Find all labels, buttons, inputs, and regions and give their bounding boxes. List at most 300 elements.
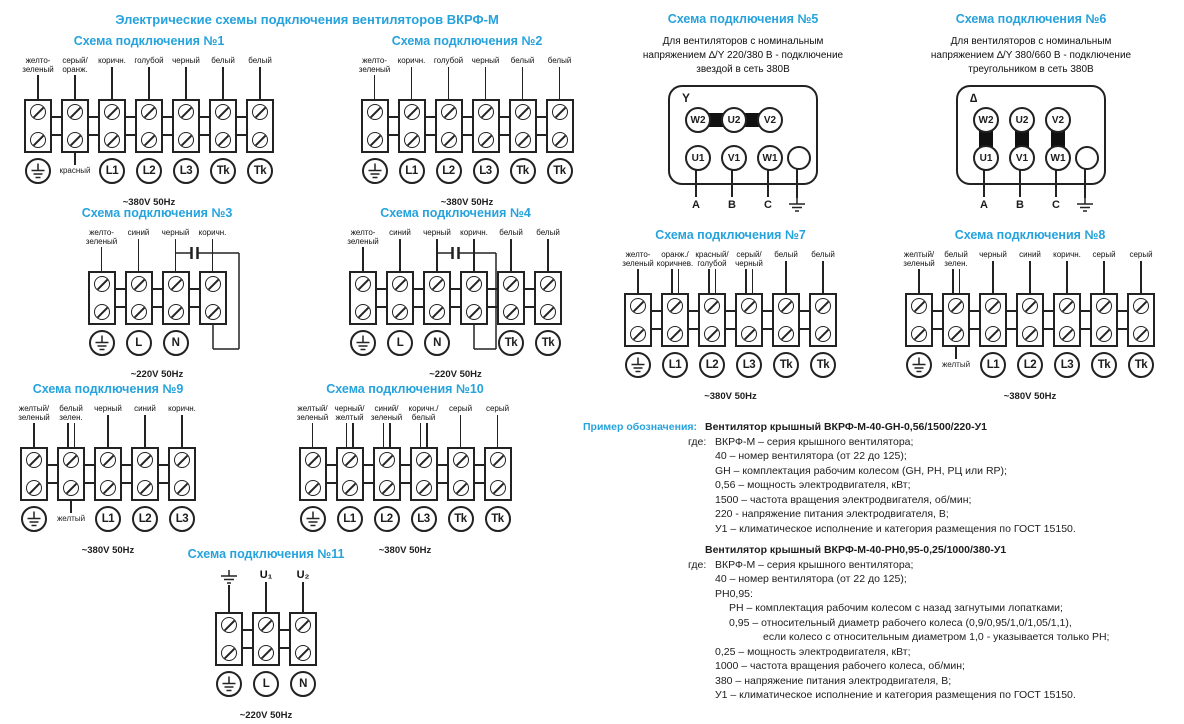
screw-icon [466, 304, 482, 320]
terminal-block [386, 271, 414, 325]
screw-icon [205, 276, 221, 292]
terminal-block [252, 612, 280, 666]
wire-line [312, 423, 314, 447]
terminal-strip [85, 228, 227, 367]
motor-terminal: W1 [1045, 145, 1071, 171]
terminal-block [1053, 293, 1081, 347]
wire-line [175, 239, 177, 272]
wire-label: голубой [433, 56, 464, 65]
terminal-strip [624, 251, 837, 389]
terminal-strip-diagram [215, 570, 317, 708]
wire-label: синий [127, 228, 150, 237]
screw-icon [137, 480, 153, 496]
wire-label: черный [423, 228, 451, 237]
terminal [435, 57, 463, 195]
screw-icon [258, 645, 274, 661]
wire-line [362, 247, 364, 271]
motor-terminal: U1 [973, 145, 999, 171]
terminal-strip-diagram [624, 251, 837, 389]
screw-icon [104, 132, 120, 148]
wire-line [212, 239, 214, 272]
wire-line [822, 261, 824, 294]
wire-label: серый [448, 404, 473, 413]
example-line: 1000 – частота вращения рабочего колеса, об/мин; [715, 660, 965, 672]
wire-line [522, 67, 524, 100]
wires [497, 229, 525, 271]
terminal-circle-label: Tk [448, 506, 474, 532]
wire-line [955, 347, 957, 359]
terminal-block [88, 271, 116, 325]
wires [1090, 251, 1118, 293]
wire-line [138, 239, 140, 272]
screw-icon [252, 132, 268, 148]
wire-line [107, 415, 109, 448]
terminal-bottom [624, 347, 652, 389]
terminal-block [484, 447, 512, 501]
voltage-label: ~380V 50Hz [1003, 391, 1057, 402]
terminal-block [410, 447, 438, 501]
wire-lines [67, 423, 75, 447]
wire-label: оранж./ коричнев. [656, 250, 694, 268]
wire-lines [74, 75, 76, 99]
wires [979, 251, 1007, 293]
screw-icon [305, 480, 321, 496]
phase-label: B [1016, 199, 1024, 211]
example-line: ВКРФ-М – серия крышного вентилятора; [715, 558, 914, 571]
screw-icon [478, 132, 494, 148]
wires [199, 229, 227, 271]
terminal-block [809, 293, 837, 347]
terminal-bottom [473, 153, 499, 195]
wire-lines [222, 67, 224, 100]
example-line: 40 – номер вентилятора (от 22 до 125); [715, 450, 907, 462]
wire-label: голубой [134, 56, 164, 65]
terminal-strip [215, 570, 317, 708]
wire-line [228, 585, 230, 612]
terminal-strip [349, 229, 562, 367]
screw-icon [441, 104, 457, 120]
terminal-circle-label: Tk [1128, 352, 1154, 378]
screw-icon [205, 304, 221, 320]
wire-line [74, 423, 76, 447]
terminal-circle-label: Tk [498, 330, 524, 356]
wire-line [745, 269, 747, 293]
wire-line [70, 501, 72, 513]
screw-icon [429, 276, 445, 292]
terminal-block [546, 99, 574, 153]
scheme-s10 [286, 382, 524, 556]
wires [1127, 251, 1155, 293]
wire-lines [1029, 261, 1031, 294]
wire-label: желтый/ зеленый [18, 404, 50, 422]
wires [447, 405, 475, 447]
terminal [1127, 251, 1155, 389]
wire-label: черный [471, 56, 500, 65]
screw-icon [416, 452, 432, 468]
terminal-block [24, 99, 52, 153]
wire-lines [522, 67, 524, 100]
terminal [215, 570, 243, 708]
example-designation: Вентилятор крышный ВКРФ-М-40-РН0,95-0,25/1000/380-У1 [705, 544, 1007, 556]
earth-terminal-icon [20, 505, 48, 533]
wire-lines [302, 582, 304, 612]
phase-label: A [980, 199, 988, 211]
wire-line [1140, 261, 1142, 294]
wire-line [1103, 261, 1105, 294]
wires [349, 229, 377, 271]
terminal-bottom [126, 325, 152, 367]
lead-line [767, 169, 769, 197]
terminal-block [772, 293, 800, 347]
terminal-block [735, 293, 763, 347]
wire-line [411, 67, 413, 100]
terminal-bottom [163, 325, 189, 367]
wires [215, 570, 243, 612]
wire-label: черный/ желтый [334, 404, 365, 422]
wire-label: коричн. [198, 228, 227, 237]
terminal-bottom [980, 347, 1006, 389]
screw-icon [1133, 298, 1149, 314]
wire-line [265, 582, 267, 612]
winding-symbol: ∆ [970, 91, 978, 105]
wire-label: белый зелен. [59, 404, 83, 422]
lead-line [1084, 168, 1086, 198]
terminal-block [979, 293, 1007, 347]
earth-terminal-icon [24, 157, 52, 185]
where-label: где: [688, 558, 707, 571]
wire-lines [148, 67, 150, 100]
wire-line [383, 423, 385, 447]
screw-icon [174, 480, 190, 496]
wire-line [33, 423, 35, 447]
earth-terminal-icon [215, 670, 243, 698]
terminal-strip [358, 56, 574, 195]
screw-icon [221, 645, 237, 661]
terminal-bottom [736, 347, 762, 389]
wire-lines [399, 239, 401, 272]
screw-icon [630, 326, 646, 342]
terminal-circle-label: L2 [1017, 352, 1043, 378]
screw-icon [667, 298, 683, 314]
terminal-circle-label: L2 [699, 352, 725, 378]
terminal [534, 229, 562, 367]
wire-line [389, 423, 391, 447]
screw-icon [141, 104, 157, 120]
terminal [199, 229, 227, 367]
example-line: 0,95 – относительный диаметр рабочего колеса (0,9/0,95/1,0/1,05/1,1), [729, 616, 1072, 629]
scheme-s8 [892, 228, 1168, 402]
screw-icon [379, 452, 395, 468]
terminal-circle-label: L3 [411, 506, 437, 532]
terminal [497, 229, 525, 367]
wire-lines [497, 415, 499, 448]
wire-lines [312, 423, 314, 447]
wires [125, 229, 153, 271]
terminal-strip-diagram [85, 228, 227, 367]
terminal [125, 229, 153, 367]
wire-line [101, 247, 103, 271]
terminal-bottom [547, 153, 573, 195]
example-line: 0,56 – мощность электродвигателя, кВт; [715, 479, 911, 491]
screw-icon [1096, 298, 1112, 314]
scheme-title: Схема подключения №9 [32, 382, 184, 396]
terminal-bottom [95, 501, 121, 543]
screw-icon [741, 326, 757, 342]
terminal-block [497, 271, 525, 325]
wire-lines [952, 269, 960, 293]
wires [398, 57, 426, 99]
screw-icon [100, 452, 116, 468]
screw-icon [815, 298, 831, 314]
earth-terminal-icon [624, 351, 652, 379]
screw-icon [392, 276, 408, 292]
wire-lines [346, 423, 354, 447]
wire-label: желто- зеленый [347, 228, 379, 246]
screw-icon [178, 104, 194, 120]
terminal [61, 57, 89, 195]
wire-lines [383, 423, 391, 447]
scheme-s4 [328, 206, 583, 380]
screw-icon [540, 276, 556, 292]
wire-lines [745, 269, 753, 293]
wires [460, 229, 488, 271]
screw-icon [26, 480, 42, 496]
terminal [370, 404, 403, 543]
wires [695, 250, 729, 293]
wires [509, 57, 537, 99]
wires [135, 57, 163, 99]
terminal-circle-label: Tk [485, 506, 511, 532]
wire-lines [671, 269, 679, 293]
terminal-bottom [290, 666, 316, 708]
screw-icon [1022, 326, 1038, 342]
terminal [905, 251, 933, 389]
example-line: ВКРФ-М – серия крышного вентилятора; [715, 435, 914, 448]
screw-icon [478, 104, 494, 120]
terminal [942, 251, 970, 389]
wires [289, 570, 317, 612]
wire-label: серый/ оранж. [62, 56, 88, 74]
terminal-bottom [253, 666, 279, 708]
terminal [209, 57, 237, 195]
scheme-s5 [612, 12, 874, 221]
wire-line [497, 415, 499, 448]
wire-label: синий [1019, 250, 1041, 259]
wire-label: белый [499, 228, 523, 237]
wires [172, 57, 200, 99]
terminal-bottom [20, 501, 48, 543]
terminal [423, 229, 451, 367]
terminal-bottom [485, 501, 511, 543]
wires [905, 251, 933, 293]
terminal-circle-label: N [424, 330, 450, 356]
screw-icon [630, 298, 646, 314]
wire-label: желто- зеленый [622, 250, 654, 268]
terminal-bottom [337, 501, 363, 543]
terminal-bottom [942, 347, 970, 389]
wires [472, 57, 500, 99]
screw-icon [215, 104, 231, 120]
terminal [168, 405, 196, 543]
screw-icon [30, 132, 46, 148]
terminal-block [209, 99, 237, 153]
terminal-bottom [387, 325, 413, 367]
wire-label: синий [389, 228, 411, 237]
terminal-bottom [361, 153, 389, 195]
wires [370, 404, 403, 447]
screw-icon [141, 132, 157, 148]
terminal-bottom [210, 153, 236, 195]
wires [296, 404, 329, 447]
scheme-description: Для вентиляторов с номинальным напряжением ∆/Y 380/660 В - подключение треугольником в сеть 380В [930, 36, 1132, 75]
terminal [772, 251, 800, 389]
scheme-title: Схема подключения №8 [954, 228, 1106, 242]
terminal [172, 57, 200, 195]
terminal-bottom [247, 153, 273, 195]
wires [336, 405, 364, 447]
terminal-bottom [173, 153, 199, 195]
voltage-label: ~220V 50Hz [130, 369, 184, 380]
wire-lines [411, 67, 413, 100]
terminal-circle-label: L2 [132, 506, 158, 532]
wire-lines [785, 261, 787, 294]
wire-label: коричн. [168, 404, 196, 413]
wire-line [111, 67, 113, 100]
terminal [162, 229, 190, 367]
screw-icon [252, 104, 268, 120]
motor-terminal: W2 [685, 107, 711, 133]
screw-icon [441, 132, 457, 148]
example-title-row [583, 543, 1183, 558]
terminal-bottom [810, 347, 836, 389]
wire-label: белый зелен. [944, 250, 968, 268]
example-label: Пример обозначения: [583, 421, 698, 433]
terminal-block [534, 271, 562, 325]
wire-lines [228, 585, 230, 612]
wire-lines [181, 415, 183, 448]
wire-lines [460, 415, 462, 448]
where-label: где: [688, 435, 707, 448]
terminal-block [20, 447, 48, 501]
wire-label: желтый/ зеленый [296, 404, 329, 422]
wires [735, 251, 763, 293]
wire-label: белый [248, 56, 272, 65]
terminal-bottom [59, 153, 90, 195]
screw-icon [453, 452, 469, 468]
terminal-circle-label: L1 [399, 158, 425, 184]
terminal [1016, 251, 1044, 389]
designation-example [583, 420, 1183, 536]
wire-line [1029, 261, 1031, 294]
terminal-circle-label: L1 [95, 506, 121, 532]
wire-lines [265, 582, 267, 612]
wire-label: коричн. [460, 228, 488, 237]
terminal [695, 250, 729, 389]
terminal-block [398, 99, 426, 153]
wire-line [460, 415, 462, 448]
wires [209, 57, 237, 99]
screw-icon [26, 452, 42, 468]
example-line: РН – комплектация рабочим колесом с назад загнутыми лопатками; [729, 602, 1063, 614]
wire-line [399, 239, 401, 272]
example-line: РН0,95: [715, 587, 753, 600]
screw-icon [178, 132, 194, 148]
terminal-circle-label: N [163, 330, 189, 356]
scheme-title: Схема подключения №4 [380, 206, 531, 220]
example-body [583, 558, 1183, 703]
terminal [98, 57, 126, 195]
terminal-strip [905, 251, 1155, 389]
earth-terminal-icon [361, 157, 389, 185]
scheme-description: Для вентиляторов с номинальным напряжением ∆/Y 220/380 В - подключение звездой в сеть 380В [642, 36, 844, 75]
screw-icon [131, 304, 147, 320]
wire-line [74, 75, 76, 99]
lead-line [1019, 169, 1021, 197]
motor-terminal: V1 [721, 145, 747, 171]
terminal-bottom [773, 347, 799, 389]
wire-line [918, 269, 920, 293]
terminal [131, 405, 159, 543]
terminal-block [349, 271, 377, 325]
terminal-bottom [424, 325, 450, 367]
scheme-s1 [18, 34, 280, 208]
wire-line [671, 269, 673, 293]
screw-icon [429, 304, 445, 320]
screw-icon [168, 304, 184, 320]
terminal-block [905, 293, 933, 347]
terminal-bottom [99, 153, 125, 195]
terminal-block [1016, 293, 1044, 347]
voltage-label: ~380V 50Hz [81, 545, 135, 556]
wire-label: красный [59, 166, 91, 175]
example-body [583, 435, 1183, 537]
wire-line [959, 269, 961, 293]
designation-example-block [583, 420, 1183, 710]
wire-label: желто- зеленый [358, 56, 391, 74]
wire-line [436, 239, 438, 272]
terminal [809, 251, 837, 389]
terminal [1053, 251, 1081, 389]
wires [410, 405, 438, 447]
screw-icon [453, 480, 469, 496]
terminal-strip [24, 57, 274, 195]
wire-label: желто- зеленый [85, 228, 118, 246]
example-line: 40 – номер вентилятора (от 22 до 125); [715, 573, 907, 585]
wires [24, 57, 52, 99]
wire-lines [420, 423, 428, 447]
ground-icon [220, 570, 238, 584]
screw-icon [985, 298, 1001, 314]
wire-line [426, 423, 428, 447]
wire-line [510, 239, 512, 272]
screw-icon [704, 298, 720, 314]
terminal [979, 251, 1007, 389]
terminal-bottom [374, 501, 400, 543]
terminal-circle-label: L3 [173, 158, 199, 184]
wire-lines [547, 239, 549, 272]
screw-icon [215, 132, 231, 148]
screw-icon [1059, 298, 1075, 314]
screw-icon [137, 452, 153, 468]
screw-icon [295, 617, 311, 633]
scheme-title: Схема подключения №2 [391, 34, 543, 48]
wires [162, 229, 190, 271]
screw-icon [131, 276, 147, 292]
terminal-circle-label: L3 [1054, 352, 1080, 378]
screw-icon [168, 276, 184, 292]
wire-lines [448, 67, 450, 100]
terminal-circle-label: L3 [169, 506, 195, 532]
